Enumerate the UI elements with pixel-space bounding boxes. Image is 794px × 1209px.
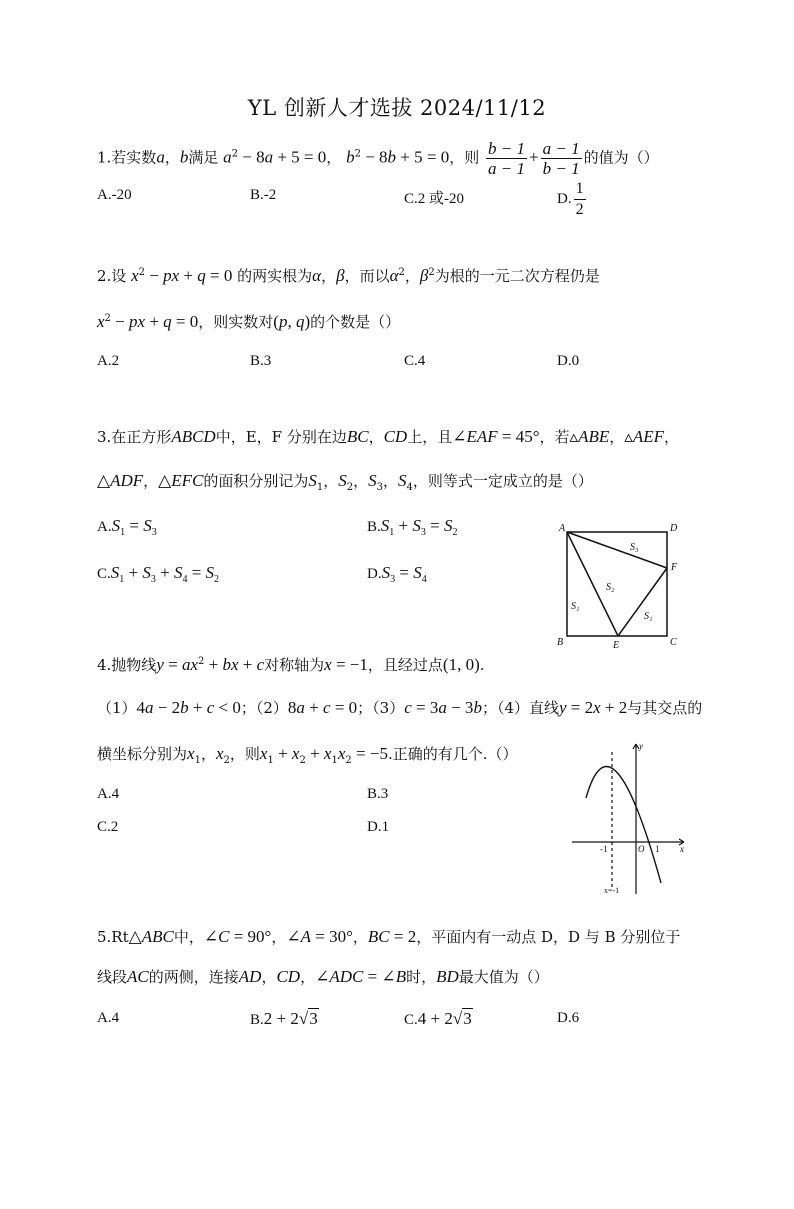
q3-text: 的面积分别记为 bbox=[203, 472, 309, 490]
question-4-line-1: 4.抛物线$y = ax^2$ + bx + c对称轴为x = −1，且经过点(1, 0). bbox=[97, 655, 485, 674]
q2-text: ，而以 bbox=[344, 267, 390, 285]
q5-text: 中， bbox=[173, 928, 204, 946]
q3-option-c-label: C. bbox=[97, 566, 111, 582]
q1-option-d[interactable]: D. $\frac{1}{2}$ bbox=[557, 180, 584, 218]
q5-text: 5.Rt bbox=[97, 928, 129, 946]
q4-text: .正确的有几个.（） bbox=[387, 745, 518, 763]
label-e: E bbox=[613, 640, 620, 651]
question-4-line-3: 横坐标分别为$x_1$，$x_2$，则$x_1 + x_2 + x_1x_2 = -5$.正确的有几个.（） bbox=[97, 744, 518, 766]
q4-text: ，则 bbox=[229, 745, 260, 763]
q2-option-c[interactable]: C.4 bbox=[404, 353, 426, 369]
q4-text: 横坐标分别为 bbox=[97, 745, 188, 763]
q5-option-b-label: B. bbox=[250, 1012, 264, 1028]
label-d: D bbox=[670, 523, 678, 534]
q5-text: ，平面内有一动点 D，D 与 B 分别位于 bbox=[416, 928, 681, 946]
q1-option-d-label: D. bbox=[557, 190, 572, 207]
label-s2: S₂ bbox=[606, 582, 615, 593]
q2-option-d[interactable]: D.0 bbox=[557, 353, 580, 369]
q3-text: 上，且 bbox=[407, 428, 453, 446]
fraction: $\frac{b - 1}{a - 1}$ bbox=[488, 139, 525, 178]
q4-option-d[interactable]: D.1 bbox=[367, 819, 390, 835]
label-s1-right: S₁ bbox=[644, 611, 653, 622]
q5-option-d[interactable]: D.6 bbox=[557, 1010, 580, 1026]
q5-text: 线段 bbox=[97, 968, 128, 986]
label-b: B bbox=[557, 637, 564, 648]
q4-text: （1） bbox=[97, 699, 137, 717]
label-one: 1 bbox=[655, 844, 660, 854]
label-f: F bbox=[671, 562, 678, 573]
q1-text: 1.若实数 bbox=[97, 148, 157, 167]
q4-parabola-figure bbox=[568, 738, 692, 898]
q4-text: ；（3） bbox=[357, 699, 405, 717]
label-s1-left: S₁ bbox=[571, 601, 580, 612]
question-1: 1.若实数a，b满足 $a^2 - 8a + 5 = 0$， $b^2 - 8b + 5 = 0$，则 $\frac{b - 1}{a - 1}$ + $\frac{a - 1}{b - 1}$ 的值为（） bbox=[97, 139, 659, 178]
q4-option-b[interactable]: B.3 bbox=[367, 786, 389, 802]
q4-text: 4.抛物线 bbox=[97, 656, 157, 674]
q3-option-a-label: A. bbox=[97, 519, 112, 535]
q3-option-a[interactable]: $A.S_1 = S_3$ bbox=[97, 516, 157, 538]
q5-option-b[interactable]: B.2 + 2√3 bbox=[250, 1009, 318, 1028]
question-2-line-1: 2.设 $x^2$ − px + q = 0 的两实根为α，β，而以$\alpha^2$，$\beta^2$为根的一元二次方程仍是 bbox=[97, 266, 600, 285]
question-3-line-1: 3.在正方形ABCD中，E，F 分别在边BC，CD上，且∠EAF = 45°，若▵ABE，▵AEF， bbox=[97, 427, 679, 446]
q4-option-c[interactable]: C.2 bbox=[97, 819, 119, 835]
q2-option-a[interactable]: A.2 bbox=[97, 353, 120, 369]
segment-ef bbox=[618, 568, 667, 636]
q2-text: 2.设 bbox=[97, 267, 127, 285]
q3-text: 3.在正方形 bbox=[97, 428, 172, 446]
label-a: A bbox=[559, 523, 566, 534]
question-2-line-2: $x^2$ − px + q = 0，则实数对(p, q)的个数是（） bbox=[97, 312, 401, 331]
label-neg-one: -1 bbox=[600, 844, 608, 854]
q5-text: 最大值为（） bbox=[458, 968, 549, 986]
q3-option-d-label: D. bbox=[367, 566, 382, 582]
q1-option-b[interactable]: B.-2 bbox=[250, 187, 277, 203]
q3-option-d[interactable]: $D.S_3 = S_4$ bbox=[367, 563, 427, 585]
question-4-line-2: （1）4a − 2b + c < 0；（2）8a + c = 0；（3）c = 3a − 3b；（4）直线y = 2x + 2与其交点的 bbox=[97, 698, 703, 717]
label-s3: S₃ bbox=[630, 542, 639, 553]
q5-text: 时， bbox=[406, 968, 437, 986]
q4-text: ；（4）直线 bbox=[481, 699, 559, 717]
page-title: YL 创新人才选拔 2024/11/12 bbox=[247, 96, 547, 120]
q1-text: ，则 bbox=[449, 148, 480, 167]
question-5-line-1: 5.Rt△ABC中，∠C = 90°，∠A = 30°，BC = 2，平面内有一动点 D，D 与 B 分别位于 bbox=[97, 927, 681, 946]
q3-text: ，若 bbox=[539, 428, 570, 446]
q3-text: 中，E，F 分别在边 bbox=[215, 428, 347, 446]
q4-text: 与其交点的 bbox=[627, 699, 703, 717]
label-origin: O bbox=[638, 844, 645, 854]
q1-option-c[interactable]: C.2 或-20 bbox=[404, 191, 465, 207]
q5-text: 的两侧，连接 bbox=[148, 968, 239, 986]
fraction: $\frac{a - 1}{b - 1}$ bbox=[542, 139, 580, 178]
q5-option-c[interactable]: C.4 + 2√3 bbox=[404, 1009, 472, 1028]
label-symmetry-axis: x=-1 bbox=[604, 886, 620, 895]
q1-text: 的值为（） bbox=[583, 148, 659, 167]
q1-text: 满足 bbox=[188, 148, 219, 167]
q2-text: 的个数是（） bbox=[310, 313, 401, 331]
question-5-line-2: 线段AC的两侧，连接AD，CD，∠ADC = ∠B时，BD最大值为（） bbox=[97, 967, 549, 986]
q1-option-a[interactable]: A.-20 bbox=[97, 187, 132, 203]
q5-option-c-label: C. bbox=[404, 1012, 418, 1028]
q4-option-a[interactable]: A.4 bbox=[97, 786, 120, 802]
label-y: y bbox=[639, 741, 643, 751]
q2-text: ，则实数对 bbox=[198, 313, 274, 331]
q3-option-b[interactable]: $B.S_1 + S_3 = S_2$ bbox=[367, 516, 458, 538]
q3-square-figure bbox=[550, 518, 690, 654]
q2-text: 为根的一元二次方程仍是 bbox=[434, 267, 600, 285]
label-x: x bbox=[680, 844, 684, 854]
parabola-curve bbox=[586, 767, 661, 883]
q2-text: 的两实根为 bbox=[237, 267, 313, 285]
label-c: C bbox=[670, 637, 677, 648]
q4-text: ；（2） bbox=[240, 699, 288, 717]
q4-text: 对称轴为 bbox=[264, 656, 325, 674]
q2-option-b[interactable]: B.3 bbox=[250, 353, 272, 369]
q3-option-b-label: B. bbox=[367, 519, 381, 535]
q4-text: ，且经过点 bbox=[367, 656, 443, 674]
q5-option-a[interactable]: A.4 bbox=[97, 1010, 120, 1026]
q3-text: ，则等式一定成立的是（） bbox=[412, 472, 593, 490]
q3-option-c[interactable]: $C.S_1 + S_3 + S_4 = S_2$ bbox=[97, 563, 220, 585]
question-3-line-2: △ADF，△EFC的面积分别记为$S_1$，$S_2$，$S_3$，$S_4$，则等式一定成立的是（） bbox=[97, 471, 593, 493]
